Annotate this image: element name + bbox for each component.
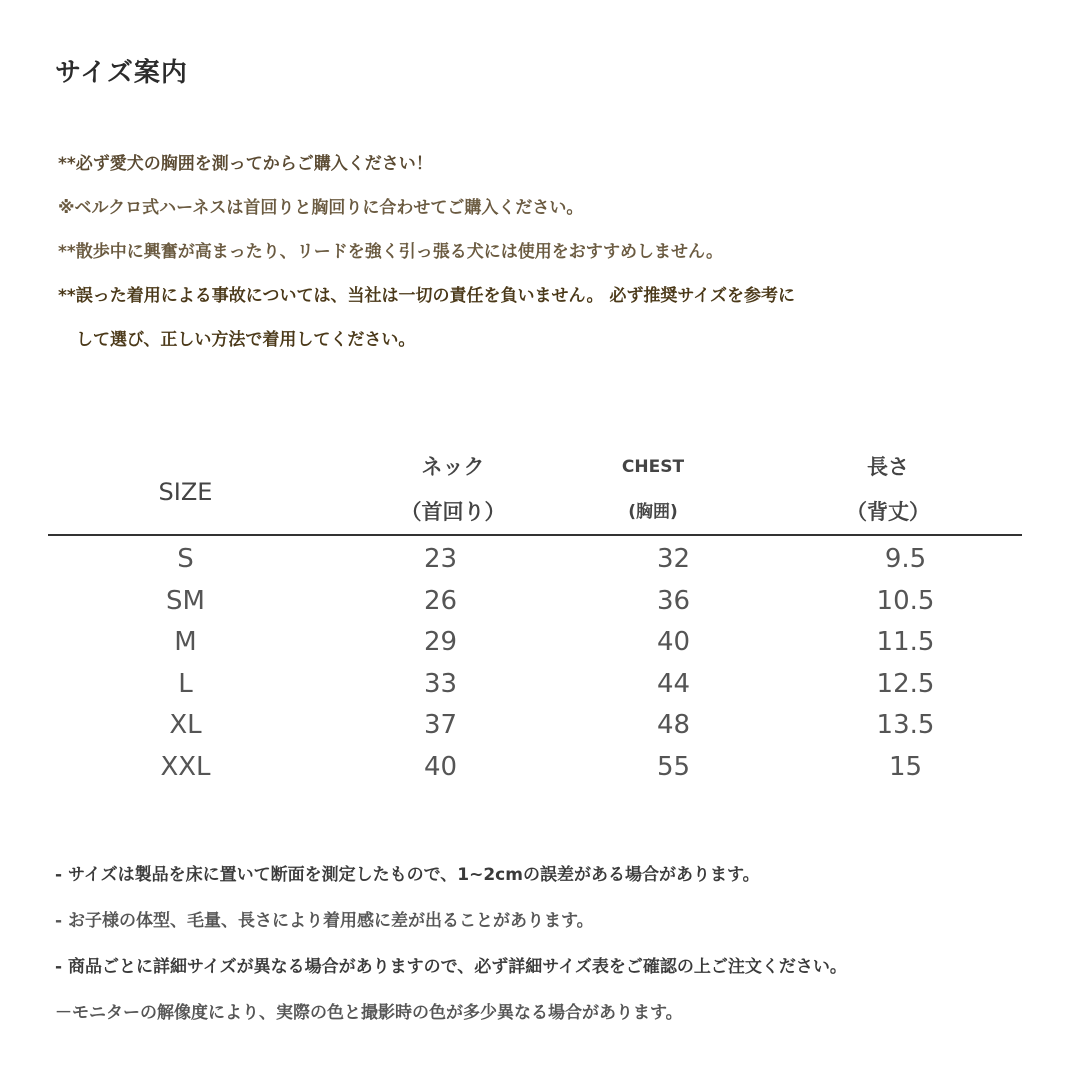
page-title: サイズ案内 xyxy=(55,58,188,88)
caution-note: **誤った着用による事故については、当社は一切の責任を負いません。 必ず推奨サイズを参考に xyxy=(58,286,796,306)
header-chest xyxy=(588,450,718,532)
cell-length: 12.5 xyxy=(876,668,935,699)
disclaimer-note: - 商品ごとに詳細サイズが異なる場合がありますので、必ず詳細サイズ表をご確認の上ご注文ください。 xyxy=(55,957,847,977)
cell-size: M xyxy=(174,627,197,658)
cell-neck: 37 xyxy=(423,710,458,741)
table-row xyxy=(48,580,1022,622)
cell-length: 9.5 xyxy=(884,544,927,574)
cell-length: 10.5 xyxy=(876,585,935,616)
cell-neck: 29 xyxy=(423,627,458,658)
cell-length: 11.5 xyxy=(876,627,935,658)
table-row xyxy=(48,746,1022,788)
cell-chest: 36 xyxy=(656,585,691,616)
cell-length: 15 xyxy=(888,751,923,782)
disclaimer-note: －モニターの解像度により、実際の色と撮影時の色が多少異なる場合があります。 xyxy=(55,1003,683,1023)
header-size: SIZE xyxy=(158,478,213,506)
header-chest-sublabel: (胸囲) xyxy=(628,502,678,522)
cell-size: L xyxy=(178,668,193,699)
cell-size: XL xyxy=(169,710,202,741)
disclaimer-note: - お子様の体型、毛量、長さにより着用感に差が出ることがあります。 xyxy=(55,911,594,931)
cell-chest: 40 xyxy=(656,627,691,658)
table-row xyxy=(48,704,1022,746)
header-divider xyxy=(48,534,1022,536)
cell-neck: 26 xyxy=(423,585,458,616)
cell-size: XXL xyxy=(160,751,211,782)
caution-note: ※ベルクロ式ハーネスは首回りと胸回りに合わせてご購入ください。 xyxy=(58,198,584,218)
table-row xyxy=(48,538,1022,580)
caution-note: **必ず愛犬の胸囲を測ってからご購入ください！ xyxy=(58,154,433,174)
cell-length: 13.5 xyxy=(876,710,935,741)
caution-note: **散歩中に興奮が高まったり、リードを強く引っ張る犬には使用をおすすめしません。 xyxy=(58,242,723,262)
header-neck-sublabel: （首回り） xyxy=(400,500,506,524)
cell-neck: 23 xyxy=(423,544,458,574)
cell-size: SM xyxy=(166,585,205,616)
header-neck-label: ネック xyxy=(421,455,485,479)
table-row xyxy=(48,663,1022,705)
cell-neck: 40 xyxy=(423,751,458,782)
size-table-header xyxy=(48,450,1022,536)
caution-notes xyxy=(58,142,1058,362)
size-table-body xyxy=(48,538,1022,788)
cell-chest: 44 xyxy=(656,668,691,699)
table-row xyxy=(48,621,1022,663)
header-chest-label: CHEST xyxy=(621,457,685,477)
header-neck xyxy=(378,450,528,532)
cell-chest: 48 xyxy=(656,710,691,741)
cell-chest: 55 xyxy=(656,751,691,782)
cell-size: S xyxy=(177,544,194,574)
header-length-sublabel: （背丈） xyxy=(846,500,930,524)
disclaimer-note: - サイズは製品を床に置いて断面を測定したもので、1~2cmの誤差がある場合があります。 xyxy=(55,865,760,885)
disclaimer-notes xyxy=(55,855,1065,1039)
caution-note: して選び、正しい方法で着用してください。 xyxy=(76,330,416,350)
cell-chest: 32 xyxy=(656,544,691,574)
header-length-label: 長さ xyxy=(867,455,909,479)
cell-neck: 33 xyxy=(423,668,458,699)
size-table xyxy=(48,450,1022,782)
header-length xyxy=(828,450,948,532)
